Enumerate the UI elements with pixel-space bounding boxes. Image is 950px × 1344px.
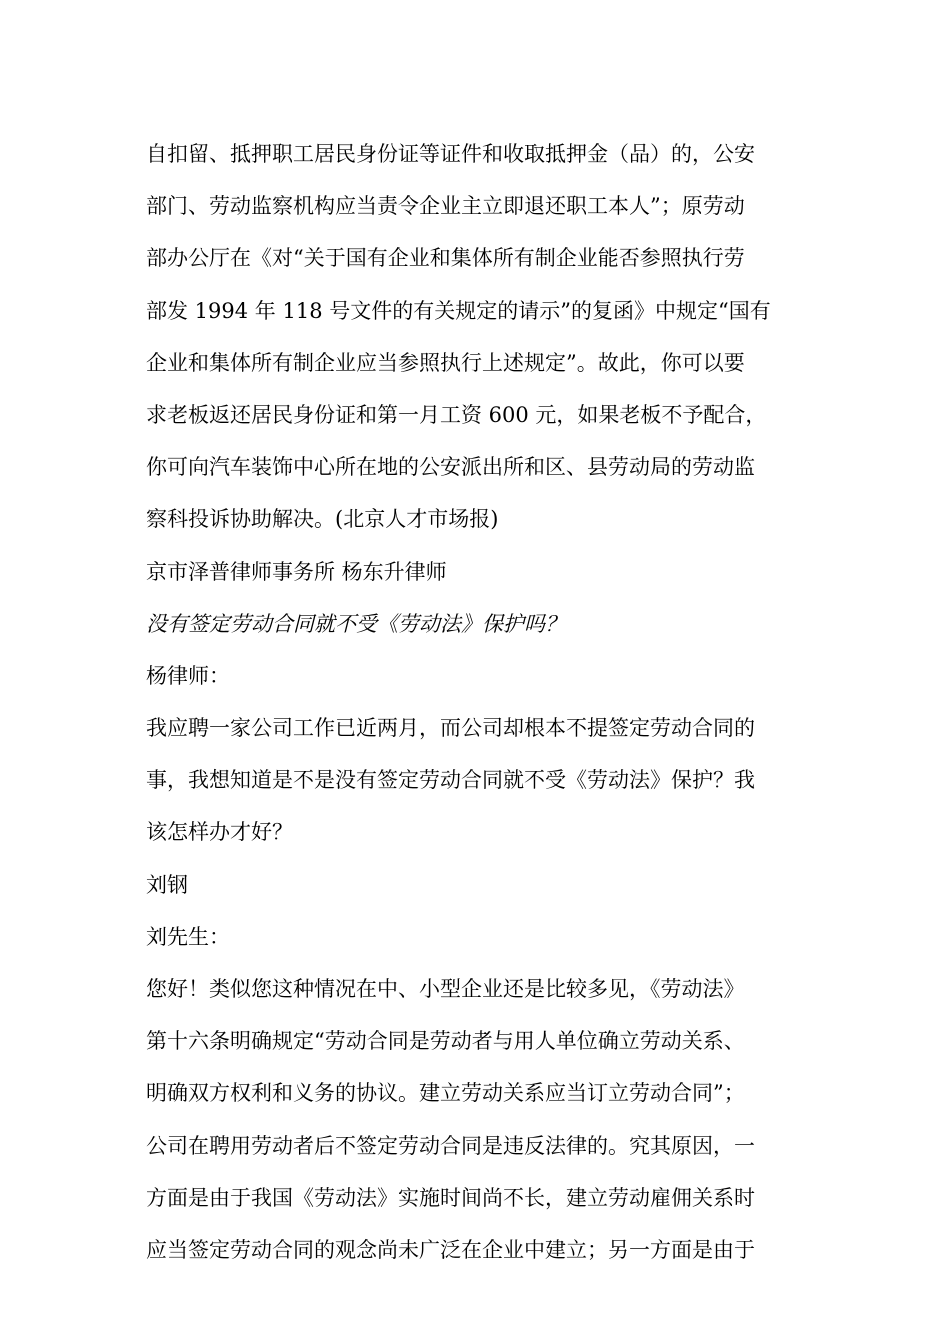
paragraph-line: 察科投诉协助解决。(北京人才市场报) xyxy=(146,507,499,532)
salutation: 杨律师： xyxy=(146,663,230,688)
paragraph-line: 应当签定劳动合同的观念尚未广泛在企业中建立；另一方面是由于 xyxy=(146,1237,755,1262)
paragraph-line: 部办公厅在《对“关于国有企业和集体所有制企业能否参照执行劳 xyxy=(146,246,745,271)
paragraph-line: 求老板返还居民身份证和第一月工资 600 元，如果老板不予配合， xyxy=(146,402,767,427)
paragraph-line: 部门、劳动监察机构应当责令企业主立即退还职工本人”；原劳动 xyxy=(146,194,745,219)
paragraph-line: 我应聘一家公司工作已近两月，而公司却根本不提签定劳动合同的 xyxy=(146,716,755,741)
paragraph-line: 企业和集体所有制企业应当参照执行上述规定”。故此，你可以要 xyxy=(146,350,745,375)
paragraph-line: 该怎样办才好？ xyxy=(146,820,293,845)
paragraph-line: 您好！类似您这种情况在中、小型企业还是比较多见，《劳动法》 xyxy=(146,977,745,1001)
paragraph-line: 你可向汽车装饰中心所在地的公安派出所和区、县劳动局的劳动监 xyxy=(146,455,755,480)
paragraph-line: 部发 1994 年 118 号文件的有关规定的请示”的复函》中规定“国有 xyxy=(146,298,771,323)
paragraph-line: 方面是由于我国《劳动法》实施时间尚不长，建立劳动雇佣关系时 xyxy=(146,1185,755,1210)
signature: 刘钢 xyxy=(146,872,188,897)
paragraph-line: 明确双方权利和义务的协议。建立劳动关系应当订立劳动合同”； xyxy=(146,1081,745,1106)
document-body xyxy=(146,128,806,1276)
salutation: 刘先生： xyxy=(146,924,230,949)
article-title: 没有签定劳动合同就不受《劳动法》保护吗？ xyxy=(146,611,566,636)
paragraph-line: 事，我想知道是不是没有签定劳动合同就不受《劳动法》保护？我 xyxy=(146,768,755,793)
paragraph-line: 第十六条明确规定“劳动合同是劳动者与用人单位确立劳动关系、 xyxy=(146,1029,745,1054)
paragraph-line: 自扣留、抵押职工居民身份证等证件和收取抵押金（品）的，公安 xyxy=(146,142,755,166)
paragraph-line: 公司在聘用劳动者后不签定劳动合同是违反法律的。究其原因，一 xyxy=(146,1133,755,1158)
byline: 京市泽普律师事务所 杨东升律师 xyxy=(146,559,447,584)
